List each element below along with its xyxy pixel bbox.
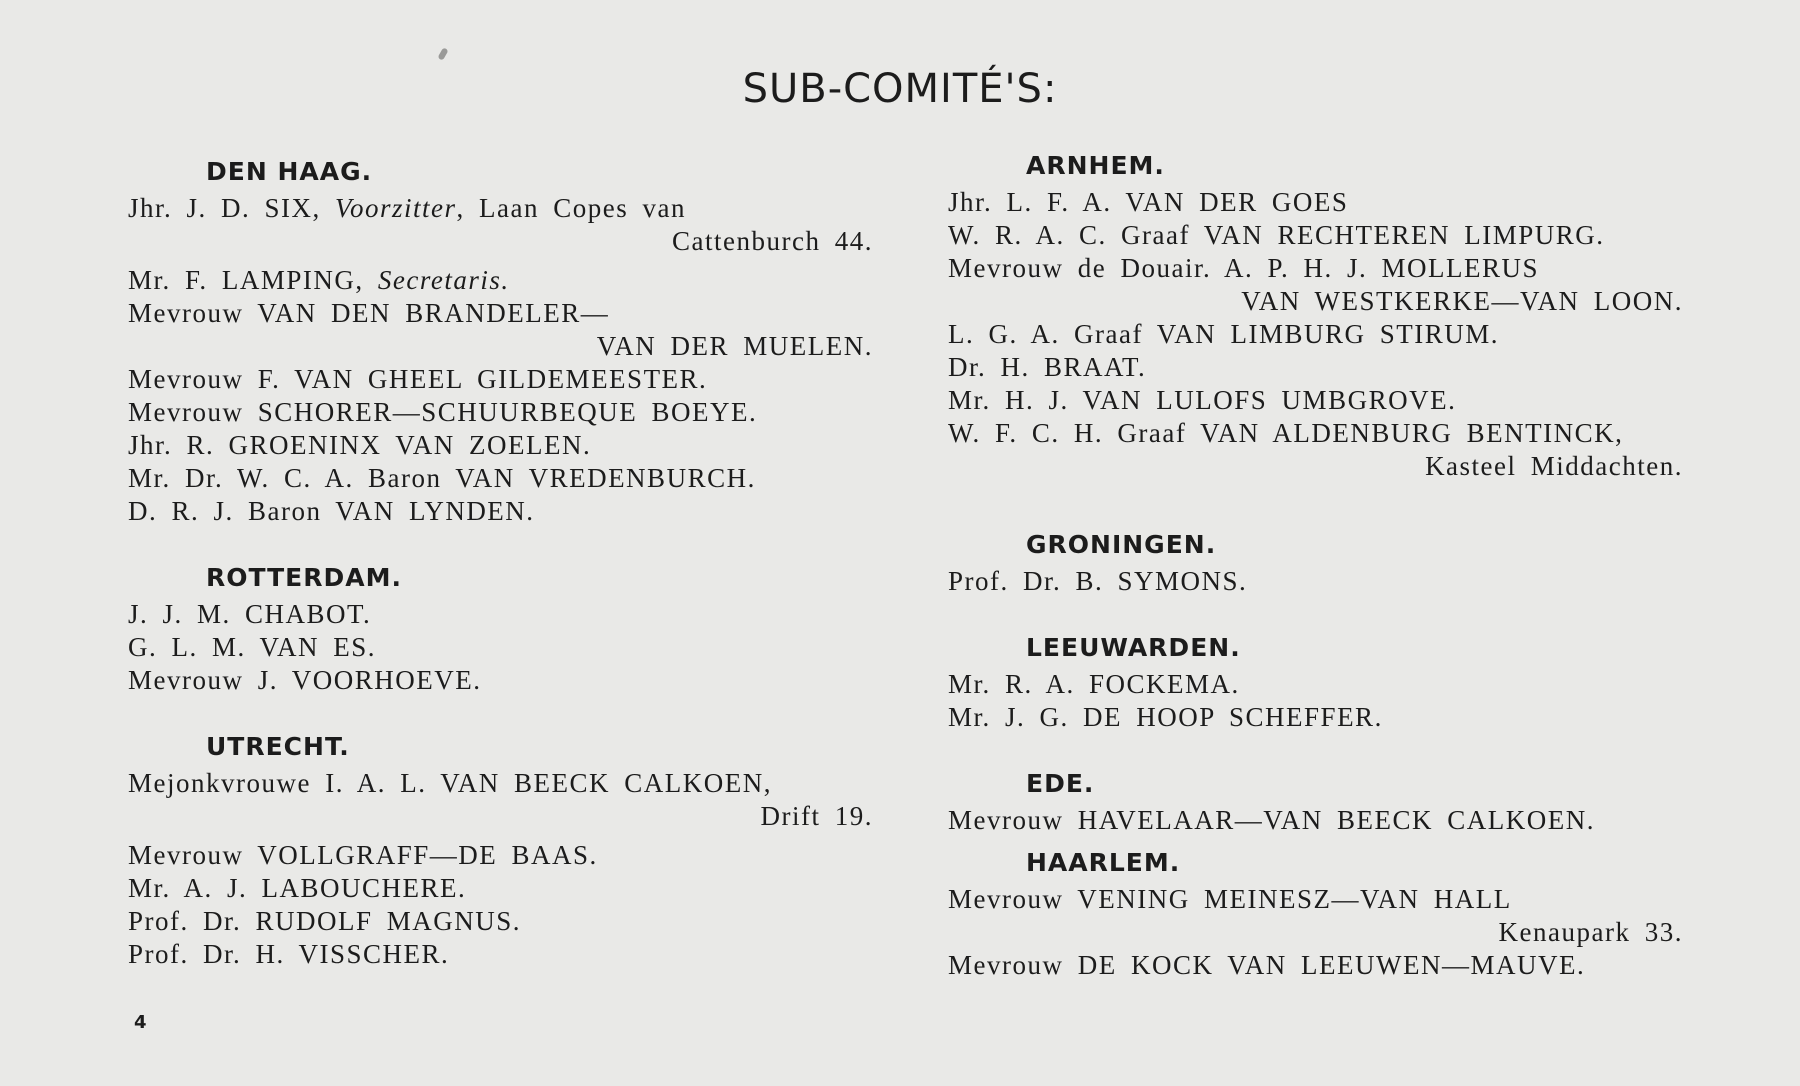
- member-entry: W. F. C. H. Graaf VAN ALDENBURG BENTINCK, Kasteel Middachten.: [948, 418, 1683, 481]
- member-entry: Mevrouw HAVELAAR—VAN BEECK CALKOEN.: [948, 805, 1595, 835]
- section-heading: HAARLEM.: [1026, 848, 1181, 877]
- member-entry: Mr. A. J. LABOUCHERE.: [128, 873, 467, 903]
- member-entry: J. J. M. CHABOT.: [128, 599, 372, 629]
- entry-continuation: Kasteel Middachten.: [1425, 451, 1683, 481]
- member-entry: Jhr. R. GROENINX VAN ZOELEN.: [128, 430, 592, 460]
- member-entry: Prof. Dr. RUDOLF MAGNUS.: [128, 906, 522, 936]
- left-column: [128, 152, 873, 971]
- member-entry: Mejonkvrouwe I. A. L. VAN BEECK CALKOEN, Drift 19.: [128, 768, 873, 831]
- section-heading: GRONINGEN.: [1026, 530, 1217, 559]
- member-entry: Mevrouw VOLLGRAFF—DE BAAS.: [128, 840, 598, 870]
- member-entry: G. L. M. VAN ES.: [128, 632, 377, 662]
- member-entry: Mevrouw DE KOCK VAN LEEUWEN—MAUVE.: [948, 950, 1586, 980]
- entry-continuation: Kenaupark 33.: [1498, 917, 1683, 947]
- section-heading: DEN HAAG.: [206, 157, 373, 186]
- section-heading: UTRECHT.: [206, 732, 350, 761]
- member-entry: Jhr. L. F. A. VAN DER GOES: [948, 187, 1349, 217]
- ink-smudge: [437, 47, 448, 60]
- section-groningen: [948, 525, 1683, 598]
- section-utrecht: [128, 727, 873, 971]
- member-entry: Mevrouw VAN DEN BRANDELER— VAN DER MUELEN.: [128, 298, 873, 361]
- member-entry: Mevrouw J. VOORHOEVE.: [128, 665, 482, 695]
- right-column: [948, 146, 1683, 982]
- member-entry: Prof. Dr. H. VISSCHER.: [128, 939, 450, 969]
- entry-continuation: VAN DER MUELEN.: [596, 331, 873, 361]
- member-entry: Dr. H. BRAAT.: [948, 352, 1147, 382]
- member-entry: Mr. J. G. DE HOOP SCHEFFER.: [948, 702, 1383, 732]
- entry-continuation: VAN WESTKERKE—VAN LOON.: [1241, 286, 1683, 316]
- section-heading: EDE.: [1026, 769, 1095, 798]
- section-heading: ROTTERDAM.: [206, 563, 402, 592]
- section-haarlem: [948, 843, 1683, 982]
- section-den-haag: [128, 152, 873, 528]
- member-entry: Jhr. J. D. SIX, Voorzitter, Laan Copes van Cattenburch 44.: [128, 193, 873, 256]
- section-arnhem: [948, 146, 1683, 483]
- member-entry: Mevrouw de Douair. A. P. H. J. MOLLERUS VAN WESTKERKE—VAN LOON.: [948, 253, 1683, 316]
- section-leeuwarden: [948, 628, 1683, 734]
- member-entry: D. R. J. Baron VAN LYNDEN.: [128, 496, 535, 526]
- entry-continuation: Cattenburch 44.: [672, 226, 873, 256]
- member-entry: Mevrouw VENING MEINESZ—VAN HALL Kenaupark 33.: [948, 884, 1683, 947]
- member-entry: Mr. F. LAMPING, Secretaris.: [128, 265, 510, 295]
- member-entry: Mr. R. A. FOCKEMA.: [948, 669, 1240, 699]
- section-rotterdam: [128, 558, 873, 697]
- member-entry: Mr. Dr. W. C. A. Baron VAN VREDENBURCH.: [128, 463, 756, 493]
- member-entry: Mr. H. J. VAN LULOFS UMBGROVE.: [948, 385, 1457, 415]
- section-heading: LEEUWARDEN.: [1026, 633, 1241, 662]
- member-entry: L. G. A. Graaf VAN LIMBURG STIRUM.: [948, 319, 1499, 349]
- member-entry: Mevrouw SCHORER—SCHUURBEQUE BOEYE.: [128, 397, 758, 427]
- entry-continuation: Drift 19.: [760, 801, 873, 831]
- member-entry: Mevrouw F. VAN GHEEL GILDEMEESTER.: [128, 364, 708, 394]
- member-entry: Prof. Dr. B. SYMONS.: [948, 566, 1248, 596]
- section-heading: ARNHEM.: [1026, 151, 1165, 180]
- page-number: 4: [134, 1012, 147, 1033]
- member-entry: W. R. A. C. Graaf VAN RECHTEREN LIMPURG.: [948, 220, 1605, 250]
- page-title: SUB-COMITÉ'S:: [742, 66, 1058, 112]
- section-ede: [948, 764, 1683, 837]
